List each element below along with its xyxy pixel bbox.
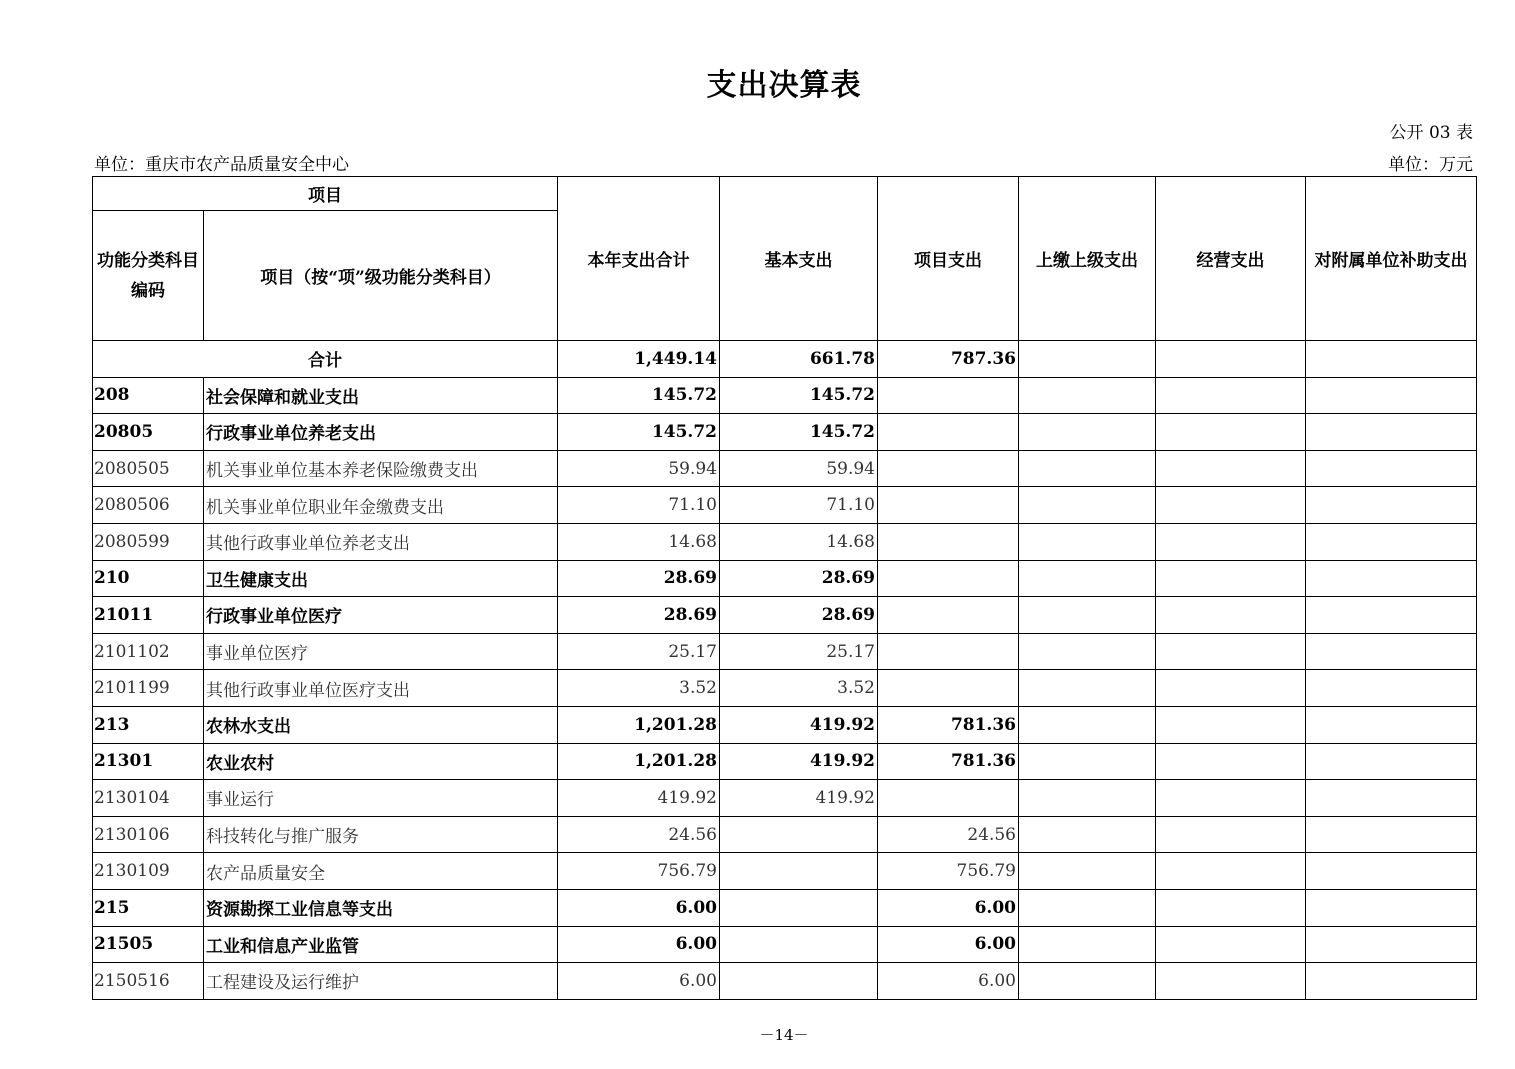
cell-total: 3.52 [558,670,720,707]
cell-code: 215 [93,889,204,926]
cell-name: 工程建设及运行维护 [204,963,558,1000]
total-cell-upper [1019,341,1156,378]
cell-name: 社会保障和就业支出 [204,377,558,414]
cell-project [878,670,1019,707]
cell-subsidy [1306,523,1477,560]
cell-subsidy [1306,670,1477,707]
total-cell-subsidy [1306,341,1477,378]
cell-operating [1156,853,1306,890]
cell-total: 25.17 [558,633,720,670]
unit-currency: 单位：万元 [1388,155,1473,175]
table-row [93,633,1477,670]
cell-upper [1019,560,1156,597]
table-row [93,706,1477,743]
cell-operating [1156,816,1306,853]
cell-upper [1019,523,1156,560]
cell-name: 农业农村 [204,743,558,780]
cell-project [878,377,1019,414]
cell-total: 71.10 [558,487,720,524]
cell-name: 资源勘探工业信息等支出 [204,889,558,926]
cell-upper [1019,597,1156,634]
table-row [93,743,1477,780]
header-name: 项目（按“项”级功能分类科目） [204,211,558,341]
cell-operating [1156,889,1306,926]
cell-upper [1019,450,1156,487]
cell-total: 419.92 [558,780,720,817]
cell-project [878,487,1019,524]
cell-basic [720,926,878,963]
cell-code: 2101102 [93,633,204,670]
cell-total: 756.79 [558,853,720,890]
cell-subsidy [1306,487,1477,524]
cell-operating [1156,560,1306,597]
cell-basic: 419.92 [720,706,878,743]
cell-operating [1156,780,1306,817]
table-row [93,816,1477,853]
page-title: 支出决算表 [706,68,862,103]
cell-upper [1019,743,1156,780]
cell-name: 工业和信息产业监管 [204,926,558,963]
cell-total: 28.69 [558,560,720,597]
cell-upper [1019,853,1156,890]
cell-project: 781.36 [878,706,1019,743]
cell-name: 农产品质量安全 [204,853,558,890]
table-row [93,670,1477,707]
cell-basic: 71.10 [720,487,878,524]
cell-operating [1156,523,1306,560]
cell-upper [1019,780,1156,817]
cell-basic: 25.17 [720,633,878,670]
cell-project [878,633,1019,670]
cell-operating [1156,670,1306,707]
cell-basic [720,889,878,926]
cell-project [878,523,1019,560]
cell-operating [1156,963,1306,1000]
cell-basic: 59.94 [720,450,878,487]
table-row [93,853,1477,890]
table-row [93,414,1477,451]
cell-basic: 145.72 [720,377,878,414]
cell-project: 756.79 [878,853,1019,890]
cell-total: 24.56 [558,816,720,853]
cell-basic [720,853,878,890]
cell-operating [1156,487,1306,524]
cell-subsidy [1306,450,1477,487]
cell-project: 6.00 [878,926,1019,963]
cell-project: 6.00 [878,889,1019,926]
cell-upper [1019,706,1156,743]
cell-basic [720,816,878,853]
cell-upper [1019,816,1156,853]
cell-total: 6.00 [558,963,720,1000]
cell-project [878,414,1019,451]
table-row [93,523,1477,560]
cell-subsidy [1306,743,1477,780]
cell-operating [1156,414,1306,451]
cell-total: 28.69 [558,597,720,634]
cell-code: 2130104 [93,780,204,817]
cell-operating [1156,377,1306,414]
header-project-expenditure: 项目支出 [878,177,1019,341]
cell-basic: 145.72 [720,414,878,451]
cell-subsidy [1306,963,1477,1000]
cell-operating [1156,597,1306,634]
cell-upper [1019,889,1156,926]
cell-upper [1019,670,1156,707]
cell-total: 6.00 [558,889,720,926]
cell-upper [1019,377,1156,414]
cell-name: 事业单位医疗 [204,633,558,670]
cell-code: 2150516 [93,963,204,1000]
table-row [93,889,1477,926]
unit-organization: 单位：重庆市农产品质量安全中心 [94,155,349,175]
table-row [93,377,1477,414]
page-number: －14－ [759,1026,809,1044]
cell-subsidy [1306,377,1477,414]
cell-project [878,560,1019,597]
cell-code: 21505 [93,926,204,963]
cell-name: 机关事业单位基本养老保险缴费支出 [204,450,558,487]
header-operating: 经营支出 [1156,177,1306,341]
cell-name: 行政事业单位医疗 [204,597,558,634]
cell-basic: 28.69 [720,597,878,634]
cell-total: 6.00 [558,926,720,963]
cell-subsidy [1306,926,1477,963]
total-cell-operating [1156,341,1306,378]
cell-total: 59.94 [558,450,720,487]
cell-name: 农林水支出 [204,706,558,743]
cell-project [878,780,1019,817]
cell-total: 1,201.28 [558,743,720,780]
cell-name: 行政事业单位养老支出 [204,414,558,451]
header-subsidy: 对附属单位补助支出 [1306,177,1477,341]
cell-basic: 419.92 [720,743,878,780]
header-project: 项目 [93,177,558,211]
cell-project: 6.00 [878,963,1019,1000]
cell-name: 科技转化与推广服务 [204,816,558,853]
expenditure-table [92,176,1477,1000]
header-basic: 基本支出 [720,177,878,341]
table-row [93,450,1477,487]
cell-subsidy [1306,780,1477,817]
table-row [93,926,1477,963]
cell-name: 其他行政事业单位医疗支出 [204,670,558,707]
cell-basic: 28.69 [720,560,878,597]
cell-basic [720,963,878,1000]
cell-name: 机关事业单位职业年金缴费支出 [204,487,558,524]
total-label: 合计 [93,341,558,378]
cell-code: 2130106 [93,816,204,853]
cell-basic: 419.92 [720,780,878,817]
table-row [93,597,1477,634]
cell-basic: 14.68 [720,523,878,560]
cell-code: 208 [93,377,204,414]
cell-upper [1019,926,1156,963]
cell-upper [1019,487,1156,524]
cell-code: 2130109 [93,853,204,890]
form-number: 公开 03 表 [1389,123,1473,143]
cell-code: 21011 [93,597,204,634]
cell-project [878,597,1019,634]
total-cell-total: 1,449.14 [558,341,720,378]
table-row [93,560,1477,597]
cell-total: 145.72 [558,377,720,414]
cell-project: 24.56 [878,816,1019,853]
cell-upper [1019,633,1156,670]
cell-subsidy [1306,889,1477,926]
cell-subsidy [1306,597,1477,634]
cell-code: 20805 [93,414,204,451]
cell-upper [1019,414,1156,451]
cell-subsidy [1306,853,1477,890]
cell-subsidy [1306,816,1477,853]
cell-operating [1156,450,1306,487]
cell-operating [1156,706,1306,743]
cell-code: 2101199 [93,670,204,707]
cell-project: 781.36 [878,743,1019,780]
cell-code: 213 [93,706,204,743]
table-row [93,487,1477,524]
cell-name: 事业运行 [204,780,558,817]
cell-project [878,450,1019,487]
cell-code: 2080506 [93,487,204,524]
table-row [93,963,1477,1000]
cell-basic: 3.52 [720,670,878,707]
cell-subsidy [1306,633,1477,670]
cell-subsidy [1306,560,1477,597]
cell-total: 14.68 [558,523,720,560]
cell-total: 1,201.28 [558,706,720,743]
cell-name: 其他行政事业单位养老支出 [204,523,558,560]
table-row [93,780,1477,817]
cell-code: 21301 [93,743,204,780]
cell-operating [1156,926,1306,963]
header-total: 本年支出合计 [558,177,720,341]
total-cell-project: 787.36 [878,341,1019,378]
cell-code: 210 [93,560,204,597]
cell-upper [1019,963,1156,1000]
cell-total: 145.72 [558,414,720,451]
header-code: 功能分类科目编码 [93,211,204,341]
cell-code: 2080599 [93,523,204,560]
cell-operating [1156,633,1306,670]
header-upper-level: 上缴上级支出 [1019,177,1156,341]
cell-subsidy [1306,706,1477,743]
cell-operating [1156,743,1306,780]
cell-name: 卫生健康支出 [204,560,558,597]
cell-code: 2080505 [93,450,204,487]
cell-subsidy [1306,414,1477,451]
total-row [93,341,1477,378]
total-cell-basic: 661.78 [720,341,878,378]
